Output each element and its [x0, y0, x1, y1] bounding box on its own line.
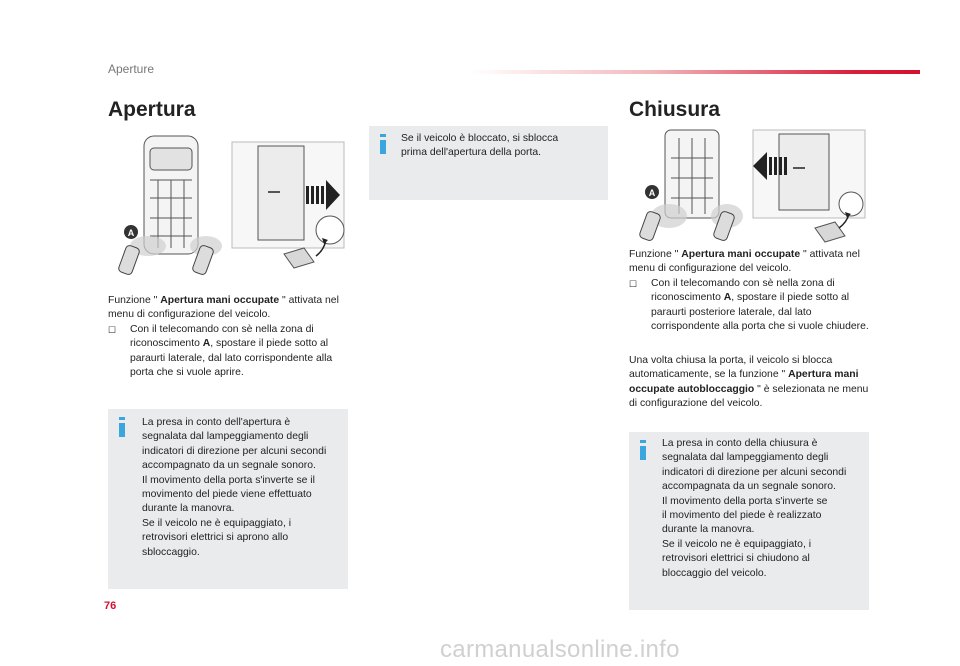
closing-info-text: La presa in conto della chiusura è segnalata dal lampeggiamento degli indicatori di direzione per alcuni secondi accompagnata da un segnale sonoro. Il movimento della porta s'inverte se il movimento del piede è realizzato durante la manovra. Se il veicolo ne è equipaggiato, i retrovisori elettrici si chiudono al bloccaggio del veicolo. — [662, 438, 847, 579]
checkbox-bullet-icon: ☐ — [108, 325, 117, 335]
recognition-zone-label: A — [127, 228, 135, 238]
page-number: 76 — [104, 600, 117, 612]
info-icon — [640, 440, 646, 460]
header-accent-line — [470, 70, 920, 74]
closing-step: ☐ Con il telecomando con sè nella zona di riconoscimento A, spostare il piede sotto al paraurti posteriore laterale, dal lato corrispondente alla porta che si vuole chiudere. — [629, 277, 869, 335]
opening-step: ☐ Con il telecomando con sè nella zona di riconoscimento A, spostare il piede sotto al paraurti laterale, dal lato corrispondente alla porta che si vuole aprire. — [108, 323, 348, 381]
watermark: carmanualsonline.info — [440, 636, 680, 663]
opening-description: Funzione " Apertura mani occupate " attivata nel menu di configurazione del veicolo. — [108, 295, 339, 321]
auto-lock-description: Una volta chiusa la porta, il veicolo si blocca automaticamente, se la funzione " Apertura mani occupate autobloccaggio " è selezionata ne menu di configurazione del veicolo. — [629, 355, 869, 410]
opening-illustration — [108, 128, 348, 280]
section-title-chiusura: Chiusura — [629, 98, 721, 121]
unlock-info-text: Se il veicolo è bloccato, si sblocca prima dell'apertura della porta. — [401, 133, 559, 159]
checkbox-bullet-icon: ☐ — [629, 279, 638, 289]
page-section-title: Aperture — [108, 62, 155, 76]
info-icon — [380, 134, 386, 154]
info-icon — [119, 417, 125, 437]
opening-info-text: La presa in conto dell'apertura è segnalata dal lampeggiamento degli indicatori di direzione per alcuni secondi accompagnato da un segnale sonoro. Il movimento della porta s'inverte se il movimento del piede viene effettuato durante la manovra. Se il veicolo ne è equipaggiato, i retrovisori elettrici si aprono allo sbloccaggio. — [142, 417, 327, 558]
section-title-apertura: Apertura — [108, 98, 196, 121]
recognition-zone-label: A — [648, 188, 656, 198]
closing-illustration — [629, 128, 869, 246]
closing-description: Funzione " Apertura mani occupate " attivata nel menu di configurazione del veicolo. — [629, 249, 860, 275]
